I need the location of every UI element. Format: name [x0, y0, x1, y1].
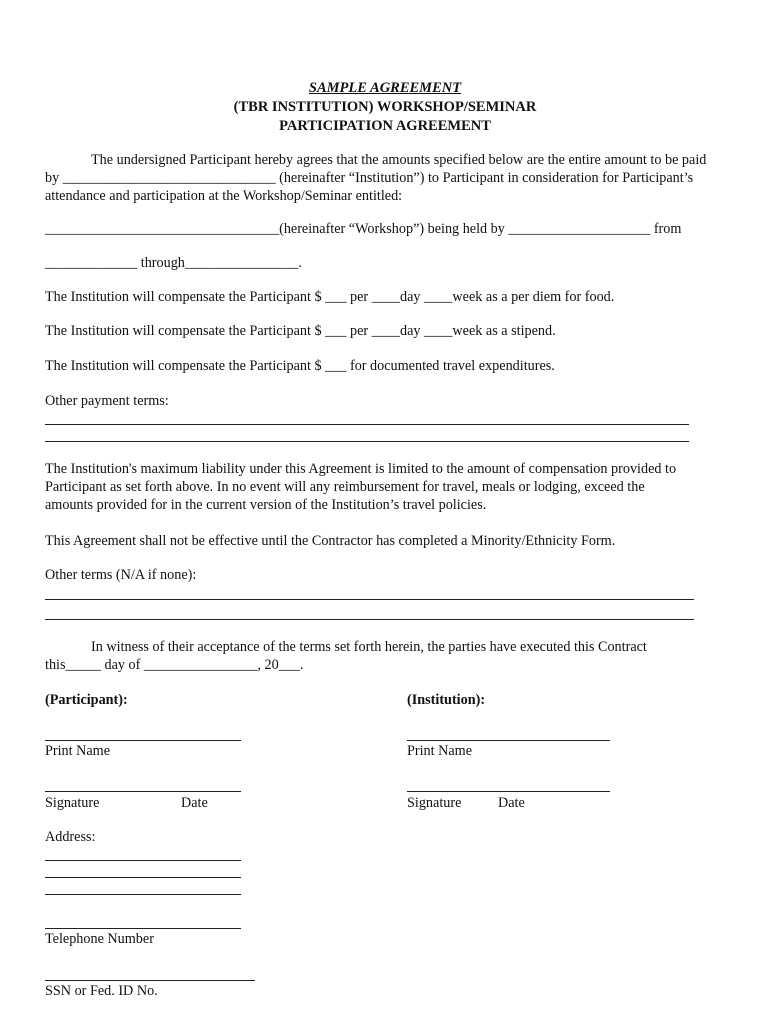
participant-address-label: Address:	[45, 829, 96, 845]
address-line-3[interactable]	[45, 894, 241, 895]
intro-line-1: The undersigned Participant hereby agrees that the amounts specified below are the entire amount to be paid	[91, 152, 707, 168]
participant-print-name-label: Print Name	[45, 743, 111, 759]
intro-line-3: attendance and participation at the Workshop/Seminar entitled:	[45, 188, 403, 204]
address-line-1[interactable]	[45, 860, 241, 861]
liability-line-2: Participant as set forth above. In no event will any reimbursement for travel, meals or lodging, exceed the	[45, 479, 645, 495]
institution-signature-line[interactable]	[407, 791, 610, 792]
liability-line-3: amounts provided for in the current version of the Institution’s travel policies.	[45, 497, 487, 513]
address-line-2[interactable]	[45, 877, 241, 878]
institution-print-name-line[interactable]	[407, 740, 610, 741]
participant-signature-line[interactable]	[45, 791, 241, 792]
ssn-line[interactable]	[45, 980, 255, 981]
institution-signature-label: Signature	[407, 795, 462, 811]
workshop-line-1: _________________________________(hereinafter “Workshop”) being held by ____________________ from	[45, 221, 682, 237]
workshop-dates-line: _____________ through________________.	[45, 255, 302, 271]
institution-heading: (Institution):	[407, 692, 486, 708]
payment-terms-line-2[interactable]	[45, 441, 689, 442]
participant-print-name-line[interactable]	[45, 740, 241, 741]
sample-agreement-title: SAMPLE AGREEMENT	[308, 80, 462, 96]
travel-clause: The Institution will compensate the Participant $ ___ for documented travel expenditures.	[45, 358, 555, 374]
institution-date-label: Date	[498, 795, 525, 811]
liability-line-1: The Institution's maximum liability under this Agreement is limited to the amount of compensation provided to	[45, 461, 677, 477]
participant-date-label: Date	[181, 795, 208, 811]
stipend-clause: The Institution will compensate the Participant $ ___ per ____day ____week as a stipend.	[45, 323, 556, 339]
institution-print-name-label: Print Name	[407, 743, 473, 759]
per-diem-clause: The Institution will compensate the Participant $ ___ per ____day ____week as a per diem for food.	[45, 289, 615, 305]
participant-heading: (Participant):	[45, 692, 128, 708]
witness-line-1: In witness of their acceptance of the terms set forth herein, the parties have executed this Contract	[91, 639, 647, 655]
other-payment-terms-label: Other payment terms:	[45, 393, 169, 409]
telephone-label: Telephone Number	[45, 931, 154, 947]
telephone-line[interactable]	[45, 928, 241, 929]
other-terms-label: Other terms (N/A if none):	[45, 567, 197, 583]
effective-clause: This Agreement shall not be effective until the Contractor has completed a Minority/Ethnicity Form.	[45, 533, 616, 549]
other-terms-line-2[interactable]	[45, 619, 694, 620]
intro-line-2: by ______________________________ (hereinafter “Institution”) to Participant in consideration for Participant’s	[45, 170, 694, 186]
ssn-label: SSN or Fed. ID No.	[45, 983, 158, 999]
title-line-3: PARTICIPATION AGREEMENT	[279, 118, 491, 134]
payment-terms-line-1[interactable]	[45, 424, 689, 425]
participant-signature-label: Signature	[45, 795, 100, 811]
witness-line-2: this_____ day of ________________, 20___.	[45, 657, 304, 673]
title-line-2: (TBR INSTITUTION) WORKSHOP/SEMINAR	[233, 99, 537, 115]
other-terms-line-1[interactable]	[45, 599, 694, 600]
